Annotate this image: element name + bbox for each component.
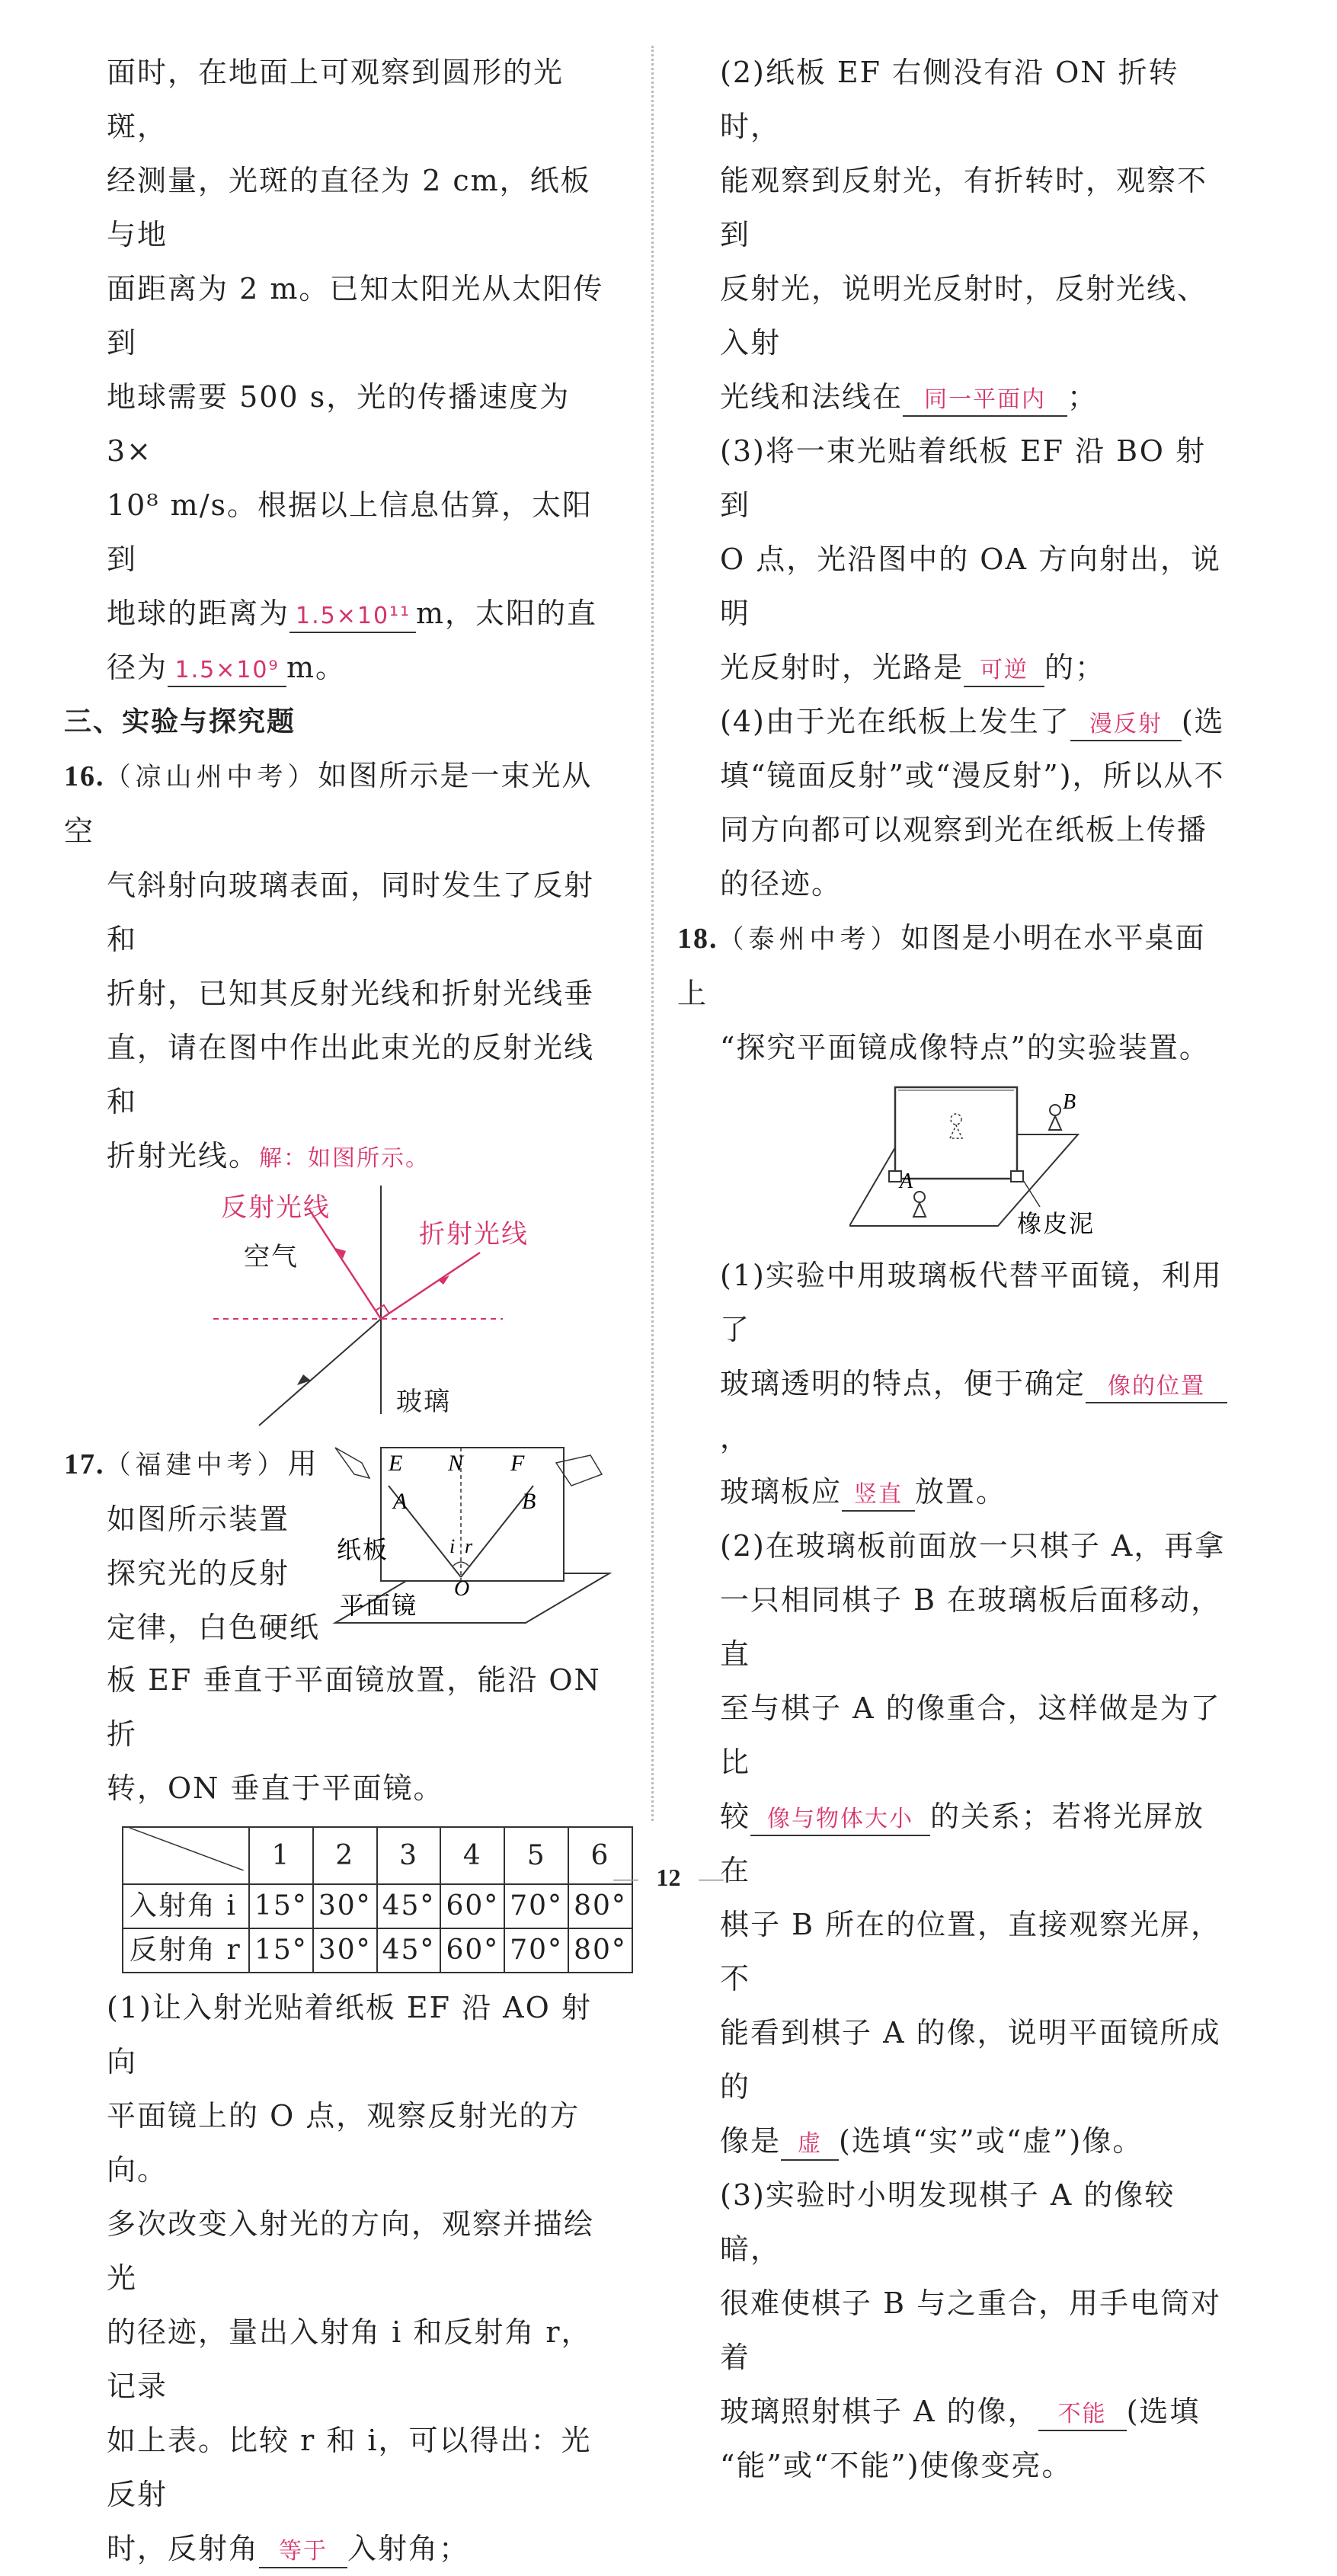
text-line: 反射光，说明光反射时，反射光线、入射 xyxy=(720,272,1208,360)
answer-blank-diameter: 1.5×10⁹ xyxy=(168,655,286,687)
q18-line1 xyxy=(677,911,1230,1021)
answer-blank: 不能 xyxy=(1038,2399,1127,2431)
table-header-cell: 4 xyxy=(440,1827,504,1884)
piece-a-body xyxy=(913,1203,926,1217)
label-b: B xyxy=(1063,1090,1078,1114)
text-segment: 时，反射角 xyxy=(107,2532,260,2565)
text-segment: 折射光线。 xyxy=(107,1139,260,1173)
q17-figure xyxy=(328,1432,617,1638)
text-line: 的径迹。 xyxy=(720,867,843,901)
text-segment: 的； xyxy=(1044,651,1106,684)
page-number-footer xyxy=(0,1864,1337,1892)
text-line: 直，请在图中作出此束光的反射光线和 xyxy=(107,1031,595,1118)
text-line xyxy=(720,2385,1230,2439)
text-segment: m。 xyxy=(286,651,347,684)
answer-blank: 像与物体大小 xyxy=(750,1804,930,1836)
table-row xyxy=(123,1928,632,1973)
row-label-incident: 入射角 i xyxy=(123,1884,249,1928)
q17-header-block xyxy=(64,1437,621,1653)
label-o: O xyxy=(454,1577,472,1601)
text-line xyxy=(720,641,1230,695)
q16-figure xyxy=(198,1186,549,1437)
answer-blank-distance: 1.5×10¹¹ xyxy=(289,601,416,633)
text-segment: 玻璃照射棋子 A 的像， xyxy=(720,2395,1038,2428)
text-segment: 玻璃板应 xyxy=(720,1475,843,1509)
label-r: r xyxy=(465,1535,475,1557)
text-segment: (选填“实”或“虚”)像。 xyxy=(839,2124,1143,2158)
reflected-ray xyxy=(309,1208,381,1319)
answer-blank: 漫反射 xyxy=(1070,709,1182,741)
text-line: “能”或“不能”)使像变亮。 xyxy=(720,2449,1073,2482)
label-n: N xyxy=(448,1451,465,1476)
footer-dash: — xyxy=(613,1864,638,1891)
text-line: O 点，光沿图中的 OA 方向射出，说明 xyxy=(720,542,1221,630)
text-line: 多次改变入射光的方向，观察并描绘光 xyxy=(107,2207,595,2295)
table-cell: 30° xyxy=(313,1928,377,1973)
text-line: 平面镜上的 O 点，观察反射光的方向。 xyxy=(107,2099,581,2187)
text-segment: 玻璃透明的特点，便于确定 xyxy=(720,1367,1086,1400)
text-line: 地球需要 500 s，光的传播速度为 3× xyxy=(107,380,571,468)
text-segment: 光线和法线在 xyxy=(720,380,904,414)
text-segment: 如图是小明在水平桌面上 xyxy=(677,921,1206,1010)
paper-board xyxy=(381,1448,564,1581)
table-header-cell: 6 xyxy=(568,1827,632,1884)
text-line: 面时，在地面上可观察到圆形的光斑， xyxy=(107,56,565,143)
text-line xyxy=(107,1129,621,1186)
answer-blank: 等于 xyxy=(259,2536,347,2568)
q18-figure xyxy=(849,1081,1139,1249)
glass-label: 玻璃 xyxy=(396,1387,451,1417)
text-line xyxy=(720,1357,1230,1465)
text-line: 转，ON 垂直于平面镜。 xyxy=(107,1771,444,1805)
text-line: “探究平面镜成像特点”的实验装置。 xyxy=(720,1031,1210,1064)
reflect-label: 反射光线 xyxy=(221,1192,331,1223)
putty-right xyxy=(1011,1171,1023,1182)
incident-ray xyxy=(259,1319,381,1426)
text-line: 探究光的反射 xyxy=(107,1557,290,1590)
piece-b-body xyxy=(1049,1116,1061,1130)
table-cell: 15° xyxy=(249,1884,313,1928)
text-line: 同方向都可以观察到光在纸板上传播 xyxy=(720,813,1208,846)
putty-label: 橡皮泥 xyxy=(1017,1209,1096,1238)
text-segment: (选 xyxy=(1181,705,1225,738)
text-segment: ； xyxy=(1067,380,1099,414)
right-column xyxy=(677,46,1230,2493)
table-cell: 80° xyxy=(568,1928,632,1973)
table-header-cell: 5 xyxy=(504,1827,568,1884)
answer-blank: 可逆 xyxy=(964,655,1044,687)
label-b: B xyxy=(522,1489,538,1514)
answer-note: 解：如图所示。 xyxy=(259,1145,430,1172)
text-line: 填“镜面反射”或“漫反射”)，所以从不 xyxy=(720,759,1225,792)
text-segment: 的关系；若将光屏放在 xyxy=(720,1800,1205,1887)
table-cell: 30° xyxy=(313,1884,377,1928)
table-cell: 15° xyxy=(249,1928,313,1973)
text-line: 能观察到反射光，有折转时，观察不到 xyxy=(720,164,1208,251)
table-cell: 60° xyxy=(440,1928,504,1973)
text-line: (2)在玻璃板前面放一只棋子 A，再拿 xyxy=(720,1529,1226,1563)
label-a: A xyxy=(900,1170,915,1193)
table-header-cell: 2 xyxy=(313,1827,377,1884)
label-a: A xyxy=(393,1489,409,1514)
text-line: (3)将一束光贴着纸板 EF 沿 BO 射到 xyxy=(720,434,1207,522)
text-line xyxy=(107,641,621,695)
table-header-cell: 3 xyxy=(377,1827,441,1884)
text-line xyxy=(720,370,1230,424)
text-line: (3)实验时小明发现棋子 A 的像较暗， xyxy=(720,2178,1175,2266)
text-segment: (选填 xyxy=(1126,2395,1201,2428)
answer-blank: 同一平面内 xyxy=(903,385,1067,417)
text-segment: 较 xyxy=(720,1800,751,1833)
answer-blank: 竖直 xyxy=(842,1480,915,1512)
refract-label: 折射光线 xyxy=(419,1219,529,1250)
text-line xyxy=(720,2114,1230,2168)
text-segment: (4)由于光在纸板上发生了 xyxy=(720,705,1070,738)
question-number: 16. xyxy=(64,760,105,792)
text-segment: 入射角； xyxy=(347,2532,470,2565)
question-number: 17. xyxy=(64,1448,105,1480)
table-header-cell: 1 xyxy=(249,1827,313,1884)
text-line: 定律，白色硬纸 xyxy=(107,1611,321,1644)
text-segment: 光反射时，光路是 xyxy=(720,651,964,684)
answer-blank: 像的位置 xyxy=(1086,1371,1227,1403)
left-column xyxy=(64,46,627,2576)
label-i: i xyxy=(449,1535,457,1557)
column-divider xyxy=(651,46,654,1821)
text-line: 棋子 B 所在的位置，直接观察光屏，不 xyxy=(720,1908,1222,1995)
text-line: 10⁸ m/s。根据以上信息估算，太阳到 xyxy=(107,488,593,576)
footer-dash: — xyxy=(699,1864,724,1891)
question-source: （凉山州中考） xyxy=(104,762,318,792)
table-cell: 45° xyxy=(377,1928,441,1973)
left-hand-sketch xyxy=(335,1448,369,1478)
label-f: F xyxy=(510,1451,526,1476)
question-source: （泰州中考） xyxy=(718,924,901,955)
question-number: 18. xyxy=(677,923,718,955)
table-cell: 60° xyxy=(440,1884,504,1928)
table-cell: 70° xyxy=(504,1884,568,1928)
label-e: E xyxy=(389,1451,405,1476)
page-number: 12 xyxy=(656,1864,681,1891)
text-line: 能看到棋子 A 的像，说明平面镜所成的 xyxy=(720,2016,1221,2104)
q16-line1 xyxy=(64,749,621,859)
text-line xyxy=(720,695,1230,749)
text-line xyxy=(720,1465,1230,1519)
table-cell: 80° xyxy=(568,1884,632,1928)
text-line: 经测量，光斑的直径为 2 cm，纸板与地 xyxy=(107,164,591,251)
piece-b-head xyxy=(1050,1105,1060,1115)
text-line: (1)让入射光贴着纸板 EF 沿 AO 射向 xyxy=(107,1991,592,2078)
text-line xyxy=(107,2522,621,2576)
table-cell: 45° xyxy=(377,1884,441,1928)
text-line: 一只相同棋子 B 在玻璃板后面移动，直 xyxy=(720,1583,1222,1671)
text-line: 如上表。比较 r 和 i，可以得出：光反射 xyxy=(107,2424,592,2511)
board-label: 纸板 xyxy=(337,1535,389,1564)
text-segment: 地球的距离为 xyxy=(107,597,290,630)
question-source: （福建中考） xyxy=(104,1450,288,1480)
text-line: 很难使棋子 B 与之重合，用手电筒对着 xyxy=(720,2286,1222,2374)
text-segment: 如图所示是一束光从空 xyxy=(64,759,593,848)
text-line: 如图所示装置 xyxy=(107,1502,290,1536)
answer-blank: 虚 xyxy=(781,2129,839,2161)
row-label-reflect: 反射角 r xyxy=(123,1928,249,1973)
text-segment: 用 xyxy=(287,1447,318,1480)
text-line: (2)纸板 EF 右侧没有沿 ON 折转时， xyxy=(720,56,1179,143)
text-line: 至与棋子 A 的像重合，这样做是为了比 xyxy=(720,1691,1221,1779)
text-line: 气斜射向玻璃表面，同时发生了反射和 xyxy=(107,869,595,956)
refracted-ray xyxy=(381,1253,480,1319)
text-segment: m，太阳的直 xyxy=(416,597,598,630)
text-line: 面距离为 2 m。已知太阳光从太阳传到 xyxy=(107,272,604,360)
section-title: 三、实验与探究题 xyxy=(64,706,296,738)
piece-a-head xyxy=(914,1192,925,1202)
text-segment: 放置。 xyxy=(915,1475,1007,1509)
glass-plate xyxy=(895,1087,1017,1179)
text-line: 板 EF 垂直于平面镜放置，能沿 ON 折 xyxy=(107,1663,601,1751)
text-line xyxy=(107,587,621,641)
text-line: 的径迹，量出入射角 i 和反射角 r，记录 xyxy=(107,2315,592,2403)
incident-arrow xyxy=(297,1374,311,1385)
mirror-label: 平面镜 xyxy=(340,1591,418,1620)
text-line: 折射，已知其反射光线和折射光线垂 xyxy=(107,977,595,1010)
text-segment: 像是 xyxy=(720,2124,782,2158)
text-segment: 径为 xyxy=(107,651,168,684)
air-label: 空气 xyxy=(244,1242,299,1272)
text-line: (1)实验中用玻璃板代替平面镜，利用了 xyxy=(720,1259,1223,1346)
text-segment: ， xyxy=(720,1421,751,1454)
table-cell: 70° xyxy=(504,1928,568,1973)
